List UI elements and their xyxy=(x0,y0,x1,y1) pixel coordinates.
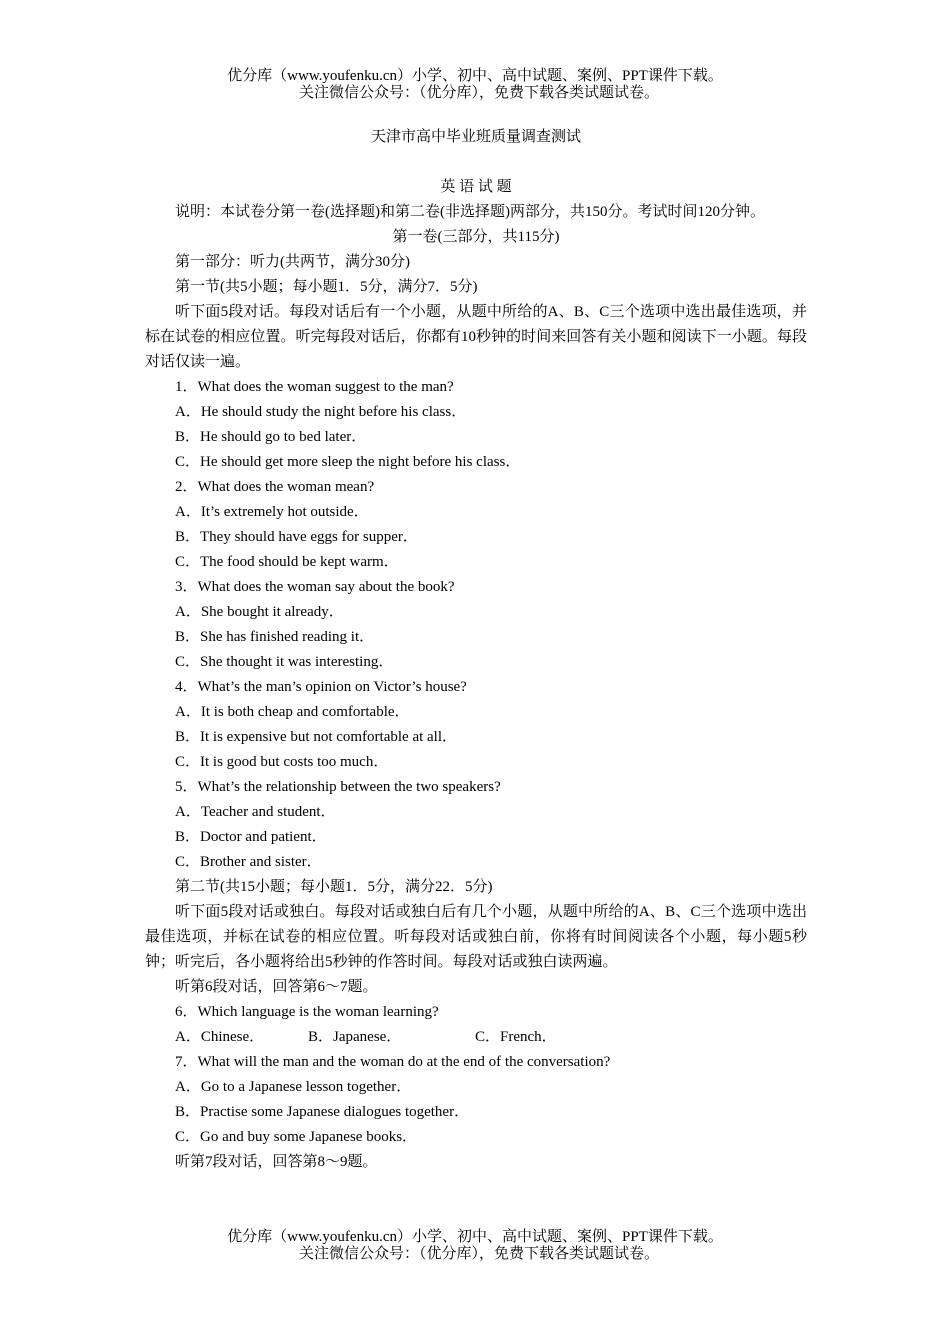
options-row xyxy=(145,1025,807,1050)
subject-title: 英 语 试 题 xyxy=(440,179,512,195)
option-b: B．She has finished reading it． xyxy=(175,629,375,645)
option-b: B．It is expensive but not comfortable at all． xyxy=(175,729,458,745)
header-line-2: 关注微信公众号：（优分库），免费下载各类试题试卷。 xyxy=(298,85,659,101)
volume-1-heading: 第一卷(三部分，共115分) xyxy=(392,229,560,245)
option-a: A．She bought it already． xyxy=(175,604,344,620)
question-text: 4．What’s the man’s opinion on Victor’s house? xyxy=(175,679,467,695)
option-c: C．Brother and sister． xyxy=(175,854,322,870)
dialogue-6-instruction: 听第6段对话，回答第6～7题。 xyxy=(175,979,378,995)
section-2-heading: 第二节(共15小题；每小题1．5分，满分22．5分) xyxy=(175,879,493,895)
question-5 xyxy=(145,775,807,875)
question-text: 5．What’s the relationship between the two speakers? xyxy=(175,779,501,795)
option-b: B．They should have eggs for supper． xyxy=(175,529,418,545)
header-line-1: 优分库（www.youfenku.cn）小学、初中、高中试题、案例、PPT课件下载。 xyxy=(227,68,723,84)
option-c: C．He should get more sleep the night before his class． xyxy=(175,454,521,470)
section-2-directions: 听下面5段对话或独白。每段对话或独白后有几个小题，从题中所给的A、B、C三个选项中选出最佳选项，并标在试卷的相应位置。听每段对话或独白前，你将有时间阅读各个小题，每小题5秒钟；听完后，各小题将给出5秒钟的作答时间。每段对话或独白读两遍。 xyxy=(145,904,807,970)
question-text: 1．What does the woman suggest to the man? xyxy=(175,379,454,395)
question-2 xyxy=(145,475,807,575)
option-a: A．It’s extremely hot outside． xyxy=(175,504,369,520)
question-6 xyxy=(145,1000,807,1050)
question-text: 3．What does the woman say about the book? xyxy=(175,579,455,595)
question-text: 7．What will the man and the woman do at the end of the conversation? xyxy=(175,1054,611,1070)
option-a: A．Chinese． xyxy=(175,1029,265,1045)
option-b: B．Doctor and patient． xyxy=(175,829,327,845)
question-7 xyxy=(145,1050,807,1150)
instructions: 说明：本试卷分第一卷(选择题)和第二卷(非选择题)两部分，共150分。考试时间120分钟。 xyxy=(175,204,765,220)
question-4 xyxy=(145,675,807,775)
question-1 xyxy=(145,375,807,475)
option-b: B．He should go to bed later． xyxy=(175,429,367,445)
option-c: C．She thought it was interesting． xyxy=(175,654,394,670)
option-c: C．The food should be kept warm． xyxy=(175,554,399,570)
page-header xyxy=(0,68,950,102)
footer-line-2: 关注微信公众号：（优分库），免费下载各类试题试卷。 xyxy=(298,1246,659,1262)
option-a: A．Go to a Japanese lesson together． xyxy=(175,1079,412,1095)
footer-line-1: 优分库（www.youfenku.cn）小学、初中、高中试题、案例、PPT课件下载。 xyxy=(227,1229,723,1245)
question-text: 2．What does the woman mean? xyxy=(175,479,375,495)
part-1-heading: 第一部分：听力(共两节，满分30分) xyxy=(175,254,410,270)
option-b: B．Japanese． xyxy=(308,1029,402,1045)
option-a: A．He should study the night before his class． xyxy=(175,404,467,420)
page-footer xyxy=(0,1229,950,1263)
option-a: A．Teacher and student． xyxy=(175,804,336,820)
section-1-heading: 第一节(共5小题；每小题1．5分，满分7．5分) xyxy=(175,279,478,295)
option-c: C．Go and buy some Japanese books． xyxy=(175,1129,418,1145)
question-3 xyxy=(145,575,807,675)
option-c: C．It is good but costs too much． xyxy=(175,754,389,770)
document-title: 天津市高中毕业班质量调查测试 xyxy=(370,129,581,145)
option-c: C．French． xyxy=(475,1029,557,1045)
dialogue-7-instruction: 听第7段对话，回答第8～9题。 xyxy=(175,1154,378,1170)
option-a: A．It is both cheap and comfortable． xyxy=(175,704,410,720)
section-1-directions: 听下面5段对话。每段对话后有一个小题，从题中所给的A、B、C三个选项中选出最佳选项，并标在试卷的相应位置。听完每段对话后，你都有10秒钟的时间来回答有关小题和阅读下一小题。每段对话仅读一遍。 xyxy=(145,304,807,370)
document-body xyxy=(145,125,807,1175)
option-b: B．Practise some Japanese dialogues together． xyxy=(175,1104,470,1120)
question-text: 6．Which language is the woman learning? xyxy=(175,1004,439,1020)
